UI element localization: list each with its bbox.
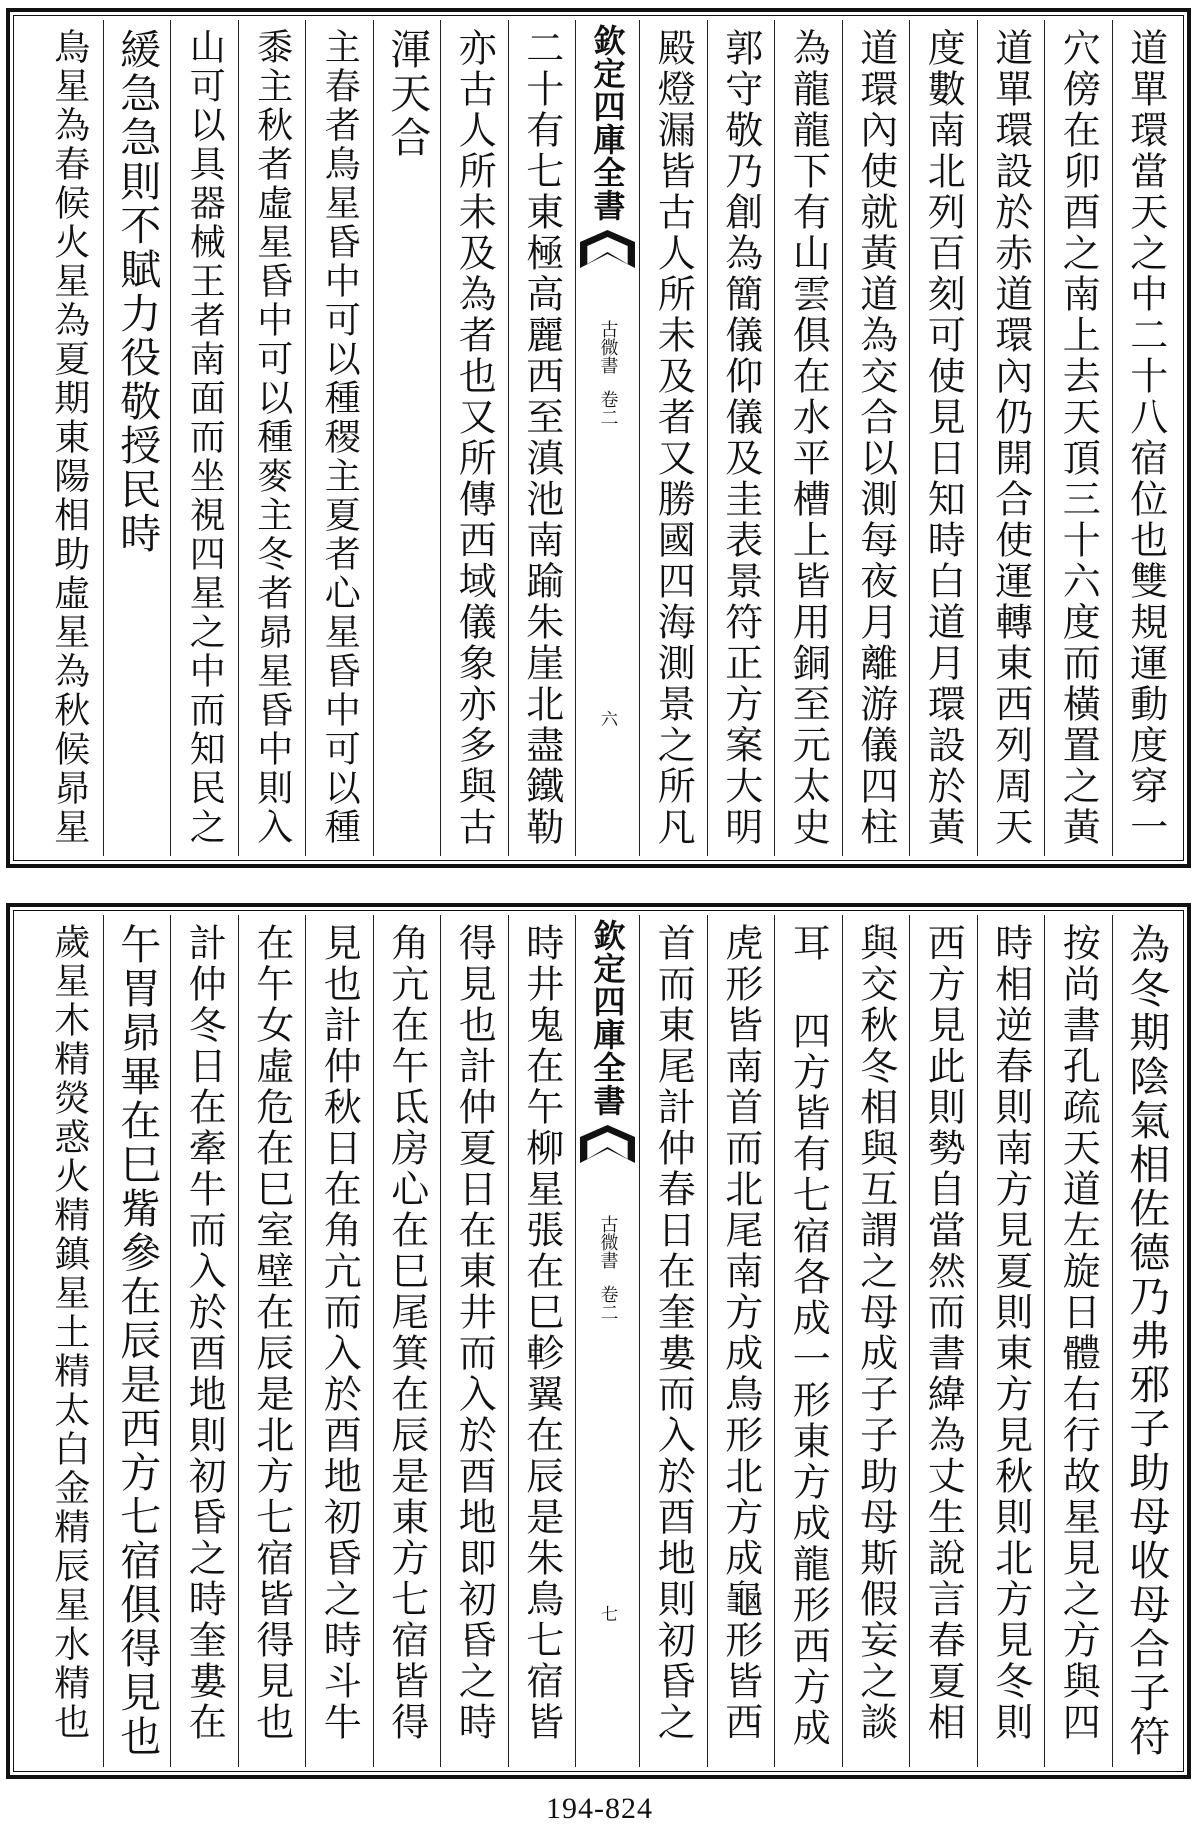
book-name: 古微書 [597, 320, 619, 374]
column-text: 見也計仲秋日在角亢而入於酉地初昏之時斗牛 [317, 923, 362, 1743]
column-text: 首而東尾計仲春日在奎婁而入於酉地則初昏之 [651, 923, 696, 1743]
column-text: 為冬期陰氣相佐德乃弗邪子助母收母合子符 [1122, 923, 1171, 1759]
column-text: 計仲冬日在牽牛而入於酉地則初昏之時奎婁在 [182, 923, 227, 1743]
column-text: 按尚書孔疏天道左旋日體右行故星見之方與四 [1056, 923, 1101, 1743]
column-text: 午胃昴畢在巳觜參在辰是西方七宿俱得見也 [113, 923, 162, 1759]
page-number: 194-824 [546, 1792, 653, 1825]
bottom-text-column [508, 915, 576, 1767]
header-title: 欽定四庫全書 [588, 919, 627, 1117]
bottom-text-column [639, 915, 707, 1767]
top-text-column [305, 20, 373, 856]
column-text: 鳥星為春候火星為夏期東陽相助虛星為秋候昴星 [48, 28, 90, 847]
column-text: 主春者鳥星昏中可以種稷主夏者心星昏中可以種 [319, 28, 361, 847]
volume-label: 卷二 [597, 1285, 619, 1321]
bottom-text-column [440, 915, 508, 1767]
column-text: 得見也計仲夏日在東井而入於酉地即初昏之時 [452, 923, 497, 1743]
column-text: 郭守敬乃創為簡儀仰儀及圭表景符正方案大明 [718, 28, 763, 848]
bottom-text-column [1112, 915, 1180, 1767]
bottom-text-column [1044, 915, 1112, 1767]
column-text: 與交秋冬相與互謂之母成子子助母斯假妄之談 [853, 923, 898, 1743]
top-text-column [170, 20, 238, 856]
column-text: 虎形皆南首而北尾南方成鳥形北方成龜形皆西 [718, 923, 763, 1743]
top-text-column [1044, 20, 1112, 856]
top-text-column [373, 20, 441, 856]
book-and-volume [595, 1215, 621, 1321]
column-text: 穴傍在卯酉之南上去天頂三十六度而橫置之黃 [1056, 28, 1101, 848]
column-text: 西方見此則勢自當然而書緯為丈生說言春夏相 [921, 923, 966, 1743]
volume-label: 卷二 [597, 390, 619, 426]
column-text: 道單環當天之中二十八宿位也雙規運動度穿一 [1123, 28, 1168, 848]
top-page-columns [18, 20, 1179, 856]
column-text: 道環內使就黃道為交合以測每夜月離游儀四柱 [853, 28, 898, 848]
top-text-column [639, 20, 707, 856]
top-text-column [774, 20, 842, 856]
folio-number: 七 [597, 1605, 617, 1622]
bottom-text-column [707, 915, 775, 1767]
fishtail-ornament [580, 228, 635, 268]
column-text: 歲星木精熒惑火精鎮星土精太白金精辰星水精也 [48, 923, 90, 1742]
top-text-column [238, 20, 306, 856]
top-text-column [977, 20, 1045, 856]
bottom-text-column [170, 915, 238, 1767]
top-text-column [103, 20, 171, 856]
folio-number: 六 [597, 710, 617, 727]
column-text: 在午女虛危在巳室壁在辰是北方七宿皆得見也 [249, 923, 294, 1743]
bottom-text-column [373, 915, 441, 1767]
book-name: 古微書 [597, 1215, 619, 1269]
bottom-text-column [35, 915, 103, 1767]
column-text: 二十有七東極高麗西至滇池南踰朱崖北盡鐵勒 [519, 28, 564, 848]
column-text: 為龍龍下有山雲俱在水平槽上皆用銅至元太史 [786, 28, 831, 848]
column-text: 耳 四方皆有七宿各成一形東方成龍形西方成 [786, 923, 831, 1749]
column-text: 時相逆春則南方見夏則東方見秋則北方見冬則 [988, 923, 1033, 1743]
bottom-text-column [842, 915, 910, 1767]
fishtail-ornament [580, 1123, 635, 1163]
column-text: 度數南北列百刻可使見日知時白道月環設於黃 [921, 28, 966, 848]
top-text-column [842, 20, 910, 856]
column-text: 緩急急則不賦力役敬授民時 [113, 28, 162, 556]
bottom-page-columns [18, 915, 1179, 1767]
column-text: 殿燈漏皆古人所未及者又勝國四海測景之所凡 [651, 28, 696, 848]
column-text: 山可以具器械王者南面而坐視四星之中而知民之 [184, 28, 226, 847]
column-text: 道單環設於赤道環內仍開合使運轉東西列周天 [988, 28, 1033, 848]
header-title: 欽定四庫全書 [588, 24, 627, 222]
column-text: 渾天合 [383, 28, 432, 160]
column-text: 角亢在午氐房心在巳尾箕在辰是東方七宿皆得 [384, 923, 429, 1743]
top-text-column [440, 20, 508, 856]
bottom-text-column [103, 915, 171, 1767]
bottom-page-frame [6, 903, 1191, 1779]
book-and-volume [595, 320, 621, 426]
bottom-text-column [305, 915, 373, 1767]
column-text: 黍主秋者虛星昏中可以種麥主冬者昴星昏中則入 [251, 28, 293, 847]
bottom-text-column [977, 915, 1045, 1767]
top-text-column [35, 20, 103, 856]
center-fold-column [575, 915, 639, 1767]
top-page-frame [6, 8, 1191, 868]
top-text-column [909, 20, 977, 856]
top-text-column [1112, 20, 1180, 856]
center-fold-column [575, 20, 639, 856]
bottom-text-column [909, 915, 977, 1767]
column-text: 亦古人所未及為者也又所傳西域儀象亦多與古 [452, 28, 497, 848]
top-text-column [508, 20, 576, 856]
column-text: 時井鬼在午柳星張在巳軫翼在辰是朱鳥七宿皆 [519, 923, 564, 1743]
top-text-column [707, 20, 775, 856]
bottom-text-column [238, 915, 306, 1767]
bottom-text-column [774, 915, 842, 1767]
